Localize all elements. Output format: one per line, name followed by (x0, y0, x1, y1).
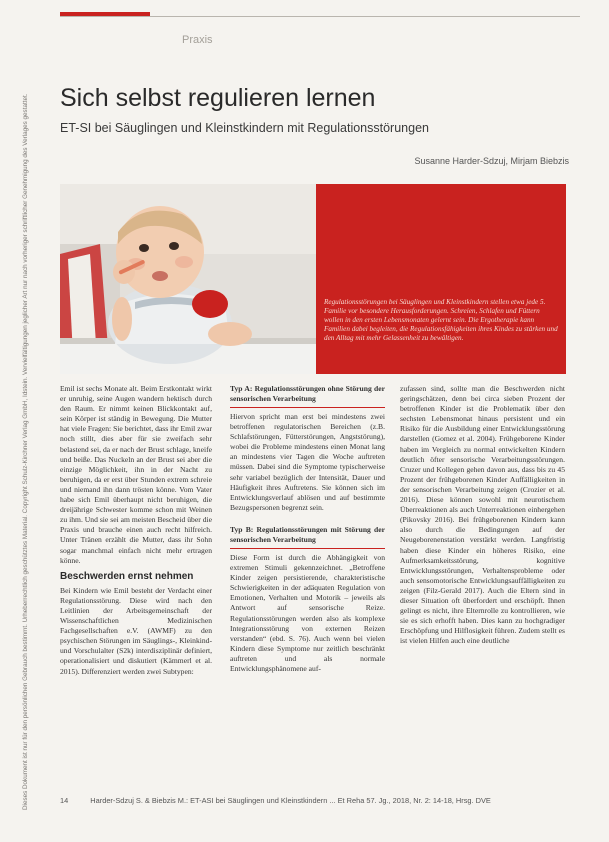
column-1 (60, 384, 212, 677)
header-rule (60, 16, 580, 17)
article-authors: Susanne Harder-Sdzuj, Mirjam Biebzis (414, 156, 569, 166)
page-number: 14 (60, 796, 69, 805)
col2-paragraph-2: Diese Form ist durch die Abhängigkeit von extremen Stimuli gekennzeichnet. „Betroffene Kinder zeigen persistierende, charakteristische Schwierigkeiten in der adäquaten Regulation von Emotionen, Verhalten und Motorik – jeweils als Antwort auf sensorische Reize. Regulationsstörungen werden also als komplexe Integrationsstörung von externen Reizen verstanden“ (ebd. S. 76). Auch wenn bei vielen Kindern diese Symptome nur zeitlich beschränkt auftreten und als normale Entwicklungsphänomene auf- (230, 552, 385, 673)
col1-heading: Beschwerden ernst nehmen (60, 570, 194, 582)
abstract-text: Regulationsstörungen bei Säuglingen und Kleinstkindern stellen etwa jede 5. Familie vor besondere Herausforderungen. Schreien, Schlafen und Füttern wollen in den ersten Lebensmonaten gelernt sein. Die Ergotherapie kann Familien dabei begleiten, die Regulationsfähigkeiten ihres Kindes zu stärken und den Alltag mit mehr Gelassenheit zu bewältigen. (324, 298, 558, 342)
page-footer (60, 796, 491, 805)
col3-paragraph-1: zufassen sind, sollte man die Beschwerden nicht geringschätzen, denn bei circa sieben Prozent der betroffenen Kinder ist die Problematik über den sechsten Lebensmonat hinaus persistent und ein Risiko für die Ausbildung einer Entwicklungsstörung darstellen (Gomez et al. 2004). Frühgeborene Kinder haben im Vergleich zu normal entwickelten Kindern deutlich öfter sensorische Verarbeitungsstörungen. Cruzer und Kollegen gehen davon aus, dass bis zu 45 Prozent der frühgeborenen Kinder Auffälligkeiten in der sensorischen Verarbeitung zeigen (Crozier et al. 2016). Diese können sowohl mit neurotischem Überreaktionen als auch Unterreaktionen einhergehen (Pikovsky 2016). Bei frühgeborenen Kindern kann also durch die Bedingungen auf der Neugeborenenstation verstärkt werden. Langfristig haben diese Kinder ein höheres Risiko, eine Aufmerksamkeitsstörung, kognitive Entwicklungsstörungen, Verhaltensprobleme oder auch sensomotorische Entwicklungsauffälligkeiten zu zeigen (Filz-Gerald 2017). Auch die Eltern sind in dieser Situation oft überfordert und erschöpft. Ihnen gelingt es nicht, ihre Elternrolle zu kontrollieren, wie sie es sich erhofft haben. Dies kann zu hochgradiger Erschöpfung und Hilflosigkeit führen. Zudem stellt es ist vielen Hilfen auch eine deutliche (400, 384, 565, 646)
col2-heading-type-a: Typ A: Regulationsstörungen ohne Störung der sensorischen Verarbeitung (230, 384, 385, 408)
column-2 (230, 384, 385, 674)
article-subtitle: ET-SI bei Säuglingen und Kleinstkindern mit Regulationsstörungen (60, 121, 429, 135)
col1-paragraph-2: Bei Kindern wie Emil besteht der Verdacht einer Regulationsstörung. Diese wird nach den Leitlinien der Arbeitsgemeinschaft der Wissenschaftlichen Medizinischen Fachgesellschaften e.V. (AWMF) zu den psychischen Störungen im Säuglings-, Kleinkind- und Vorschulalter (S2k) interdisziplinär definiert, operationalisiert und diskutiert (Kämmerl et al. 2015). Differenziert werden zwei Subtypen: (60, 585, 212, 676)
baby-photo (60, 184, 316, 374)
column-3 (400, 384, 565, 646)
footer-citation: Harder-Sdzuj S. & Biebzis M.: ET-ASI bei Säuglingen und Kleinstkindern ... Et Reha 57. Jg., 2018, Nr. 2: 14-18, Hrsg. DVE (90, 796, 491, 805)
copyright-side-note: Dieses Dokument ist nur für den persönlichen Gebrauch bestimmt. Urheberrechtlich geschütztes Material. Copyright Schulz-Kirchner Verlag GmbH, Idstein. Vervielfältigungen jeglicher Art nur nach vorheriger schriftlicher Genehmigung des Verlages gestattet. (22, 93, 29, 810)
abstract-box (316, 184, 566, 374)
section-label: Praxis (182, 34, 213, 46)
col2-paragraph-1: Hiervon spricht man erst bei mindestens zwei betroffenen regulatorischen Bereichen (z.B. Schlafstörungen, Fütterstörungen, Angststörung), wobei die Probleme mindestens einen Monat lang an mindestens vier Tagen die Woche auftreten müssen. Dabei sind die Symptome typischerweise sehr variabel bezüglich der Intensität, Dauer und Häufigkeit ihres Auftretens. Sie können sich im Entwicklungsverlauf ablösen und auf bestimmte Bezugspersonen begrenzt sein. (230, 412, 385, 512)
baby-illustration (60, 184, 316, 374)
article-title: Sich selbst regulieren lernen (60, 84, 376, 112)
col2-heading-type-b: Typ B: Regulationsstörungen mit Störung der sensorischen Verarbeitung (230, 525, 385, 549)
col1-paragraph-1: Emil ist sechs Monate alt. Beim Erstkontakt wirkt er unruhig, seine Augen wandern hektisch durch den Raum. Er nimmt keinen Blickkontakt auf, sein Körper ist ständig in Bewegung. Die Mutter hat viele Fragen: Sie berichtet, dass ihr Emil zwar noch stillt, dies aber für sie zweifach sehr belastend sei, da er nach der Brust schlage, kneife und beiße. Das Nuckeln an der Brust sei aber die einzige Möglichkeit, ihn in der Nacht zu beruhigen, da er erst über Stunden extrem schreie und niemand ihn dann trösten könne. Vom Vater habe sich Emil überhaupt nicht beruhigen, die dreijährige Schwester komme schon mit Weinen zu ihm. Und sie sei am meisten Bescheid über die Praxis und brauche einen auch recht hilfreich. Unter Tränen erzählt die Mutter, dass ihr Sohn sogar manchmal einfach nicht mehr ertragen könne. (60, 384, 212, 565)
